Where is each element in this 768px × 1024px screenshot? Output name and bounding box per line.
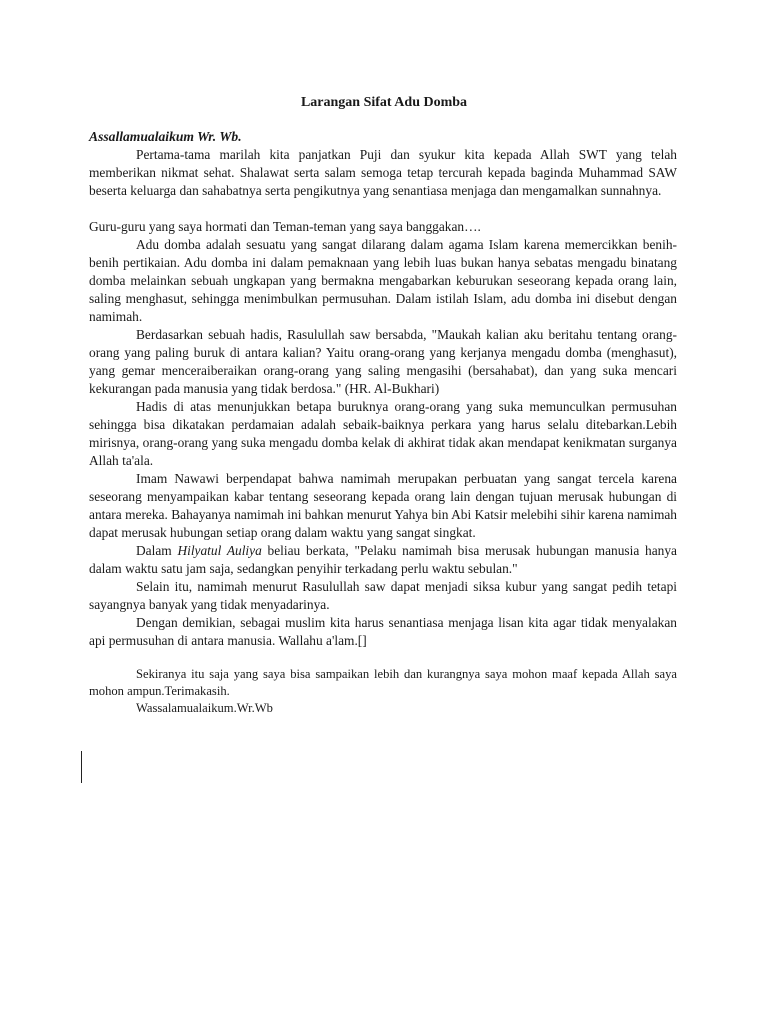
closing-paragraph: Sekiranya itu saja yang saya bisa sampaikan lebih dan kurangnya saya mohon maaf kepada Allah saya mohon ampun.Terimakasih.: [89, 667, 677, 698]
paragraph-imam-nawawi: Imam Nawawi berpendapat bahwa namimah merupakan perbuatan yang sangat tercela karena seseorang menyampaikan kabar tentang seseorang kepada orang lain dengan tujuan merusak hubungan di antara mereka. Bahayanya namimah ini bahkan menurut Yahya bin Abi Katsir melebihi sihir karena namimah dapat merusak hubungan setiap orang dalam waktu yang sangat singkat.: [89, 471, 677, 540]
p5-rest: beliau berkata, "Pelaku namimah bisa merusak hubungan manusia hanya dalam waktu satu jam saja, sedangkan penyihir terkadang perlu waktu sebulan.": [89, 543, 677, 576]
paragraph-conclusion: Dengan demikian, sebagai muslim kita harus senantiasa menjaga lisan kita agar tidak menyalakan api permusuhan di antara manusia. Wallahu a'lam.[]: [89, 615, 677, 648]
blank-line: [89, 650, 677, 666]
paragraph-adu-domba: Adu domba adalah sesuatu yang sangat dilarang dalam agama Islam karena memercikkan benih-benih pertikaian. Adu domba ini dalam pemaknaan yang lebih luas bukan hanya sebatas mengadu binatang domba melainkan sebuah ungkapan yang bermakna mengabarkan keburukan seseorang kepada orang lain, saling menghasut, sehingga menimbulkan permusuhan. Dalam istilah Islam, adu domba ini disebut dengan namimah.: [89, 237, 677, 324]
p5-lead: Dalam: [136, 543, 178, 558]
greeting-line: Guru-guru yang saya hormati dan Teman-teman yang saya banggakan….: [89, 219, 481, 234]
intro-paragraph: Pertama-tama marilah kita panjatkan Puji dan syukur kita kepada Allah SWT yang telah memberikan nikmat sehat. Shalawat serta salam semoga tetap tercurah kepada baginda Muhammad SAW beserta keluarga dan sahabatnya serta pengikutnya yang senantiasa menjaga dan mengamalkan sunnahnya.: [89, 147, 677, 198]
text-cursor: [81, 751, 82, 783]
paragraph-hadis: Berdasarkan sebuah hadis, Rasulullah saw bersabda, "Maukah kalian aku beritahu tentang orang-orang yang paling buruk di antara kalian? Yaitu orang-orang yang kerjanya mengadu domba (menghasut), yang gemar menceraiberaikan orang-orang yang saling mengasihi (bersahabat), dan yang suka mencari kekurangan pada manusia yang tidak berdosa." (HR. Al-Bukhari): [89, 327, 677, 396]
document-body: [89, 128, 677, 717]
book-title: Hilyatul Auliya: [177, 543, 262, 558]
paragraph-siksa-kubur: Selain itu, namimah menurut Rasulullah saw dapat menjadi siksa kubur yang sangat pedih tetapi sayangnya banyak yang tidak menyadarinya.: [89, 579, 677, 612]
document-title: Larangan Sifat Adu Domba: [300, 95, 468, 110]
closing-section: [89, 666, 677, 717]
salutation: Assallamualaikum Wr. Wb.: [89, 129, 242, 144]
signoff-line: Wassalamualaikum.Wr.Wb: [136, 701, 273, 715]
blank-line: [89, 200, 677, 218]
paragraph-hilyatul-auliya: [89, 542, 677, 578]
paragraph-hadis-explanation: Hadis di atas menunjukkan betapa buruknya orang-orang yang suka memunculkan permusuhan sehingga bisa dikatakan perdamaian adalah sebaik-baiknya perkara yang harus selalu ditebarkan.Lebih mirisnya, orang-orang yang suka mengadu domba kelak di akhirat tidak akan mendapat kenikmatan surganya Allah ta'ala.: [89, 399, 677, 468]
